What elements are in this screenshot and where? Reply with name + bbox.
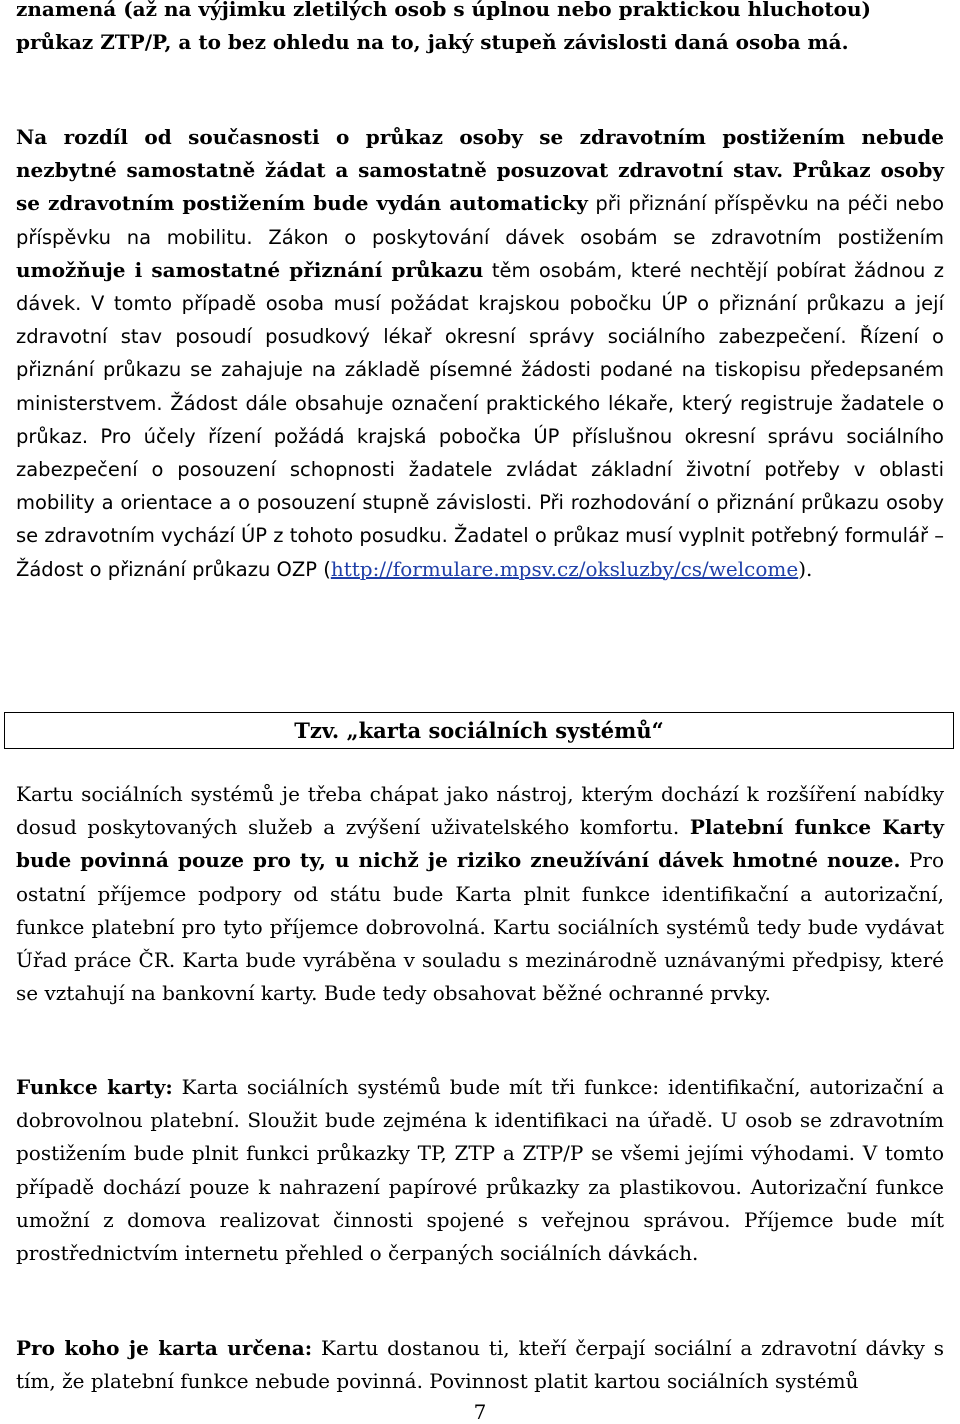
paragraph-card-target [16, 1332, 944, 1398]
target-text: Kartu dostanou ti, kteří čerpají sociální a zdravotní dávky s tím, že platební funkce nebude povinná. Povinnost platit kartou sociálních systémů [16, 1336, 944, 1394]
ztp-line-2: průkaz ZTP/P, a to bez ohledu na to, jaký stupeň závislosti daná osoba má. [16, 30, 849, 55]
ozp-intro-text: Na rozdíl od současnosti o průkaz osoby se zdravotním postižením nebude nezbytné samostatně žádat a samostatně posuzovat zdravotní stav. [16, 125, 944, 183]
ozp-separate-bold: umožňuje i samostatné přiznání průkazu [16, 257, 484, 282]
formulare-link[interactable]: http://formulare.mpsv.cz/oksluzby/cs/welcome [330, 556, 799, 581]
page-number: 7 [473, 1400, 487, 1424]
target-label: Pro koho je karta určena: [16, 1336, 313, 1360]
ztp-line-1: znamená (až na výjimku zletilých osob s úplnou nebo praktickou hluchotou) [16, 0, 871, 21]
functions-label: Funkce karty: [16, 1075, 173, 1099]
card-payment-bold: Platební funkce Karty bude povinná pouze pro ty, u nichž je riziko zneužívání dávek hmotné nouze. [16, 815, 945, 873]
ozp-body-text: při přiznání příspěvku na péči nebo příspěvku na mobilitu. Zákon o poskytování dávek osobám se zdravotním postižením [16, 192, 944, 249]
card-intro-text: Kartu sociálních systémů je třeba chápat jako nástroj, kterým dochází k rozšíření nabídky dosud poskytovaných služeb a zvýšení uživatelského komfortu. [16, 782, 944, 840]
ozp-closing: ). [798, 556, 813, 581]
paragraph-card-functions [16, 1071, 944, 1270]
card-other-text: Pro ostatní příjemce podpory od státu bude Karta plnit funkce identifikační a autorizační, funkce platební pro tyto příjemce dobrovolná. Kartu sociálních systémů tedy bude vydávat Úřad práce ČR. Karta bude vyráběna v souladu s mezinárodně uznávanými předpisy, které se vztahují na bankovní karty. Bude tedy obsahovat běžné ochranné prvky. [16, 848, 945, 1006]
ozp-automatic-bold: Průkaz osoby se zdravotním postižením bude vydán automaticky [16, 158, 944, 216]
paragraph-ozp-card [16, 121, 944, 586]
section-heading-box [4, 712, 954, 749]
section-heading: Tzv. „karta sociálních systémů“ [294, 718, 664, 743]
paragraph-ztp-intro [16, 0, 944, 59]
paragraph-card-intro [16, 778, 944, 1010]
functions-text: Karta sociálních systémů bude mít tři funkce: identifikační, autorizační a dobrovolnou platební. Sloužit bude zejména k identifikaci na úřadě. U osob se zdravotním postižením bude plnit funkci průkazky TP, ZTP a ZTP/P se všemi jejími výhodami. V tomto případě dochází pouze k nahrazení papírové průkazky za plastikovou. Autorizační funkce umožní z domova realizovat činnosti spojené s veřejnou správou. Příjemce bude mít prostřednictvím internetu přehled o čerpaných sociálních dávkách. [16, 1075, 945, 1266]
ozp-body-text-2: těm osobám, které nechtějí pobírat žádnou z dávek. V tomto případě osoba musí požádat krajskou pobočku ÚP o přiznání průkazu a její zdravotní stav posoudí posudkový lékař okresní správy sociálního zabezpečení. Řízení o přiznání průkazu se zahajuje na základě písemné žádosti podané na tiskopisu předepsaném ministerstvem. Žádost dále obsahuje označení praktického lékaře, který registruje žadatele o průkaz. Pro účely řízení požádá krajská pobočka ÚP příslušnou okresní správu sociálního zabezpečení o posouzení schopnosti žadatele zvládat základní životní potřeby v oblasti mobility a orientace a o posouzení stupně závislosti. Při rozhodování o přiznání průkazu osoby se zdravotním vychází ÚP z tohoto posudku. Žadatel o průkaz musí vyplnit potřebný formulář – Žádost o přiznání průkazu OZP ( [16, 258, 944, 581]
